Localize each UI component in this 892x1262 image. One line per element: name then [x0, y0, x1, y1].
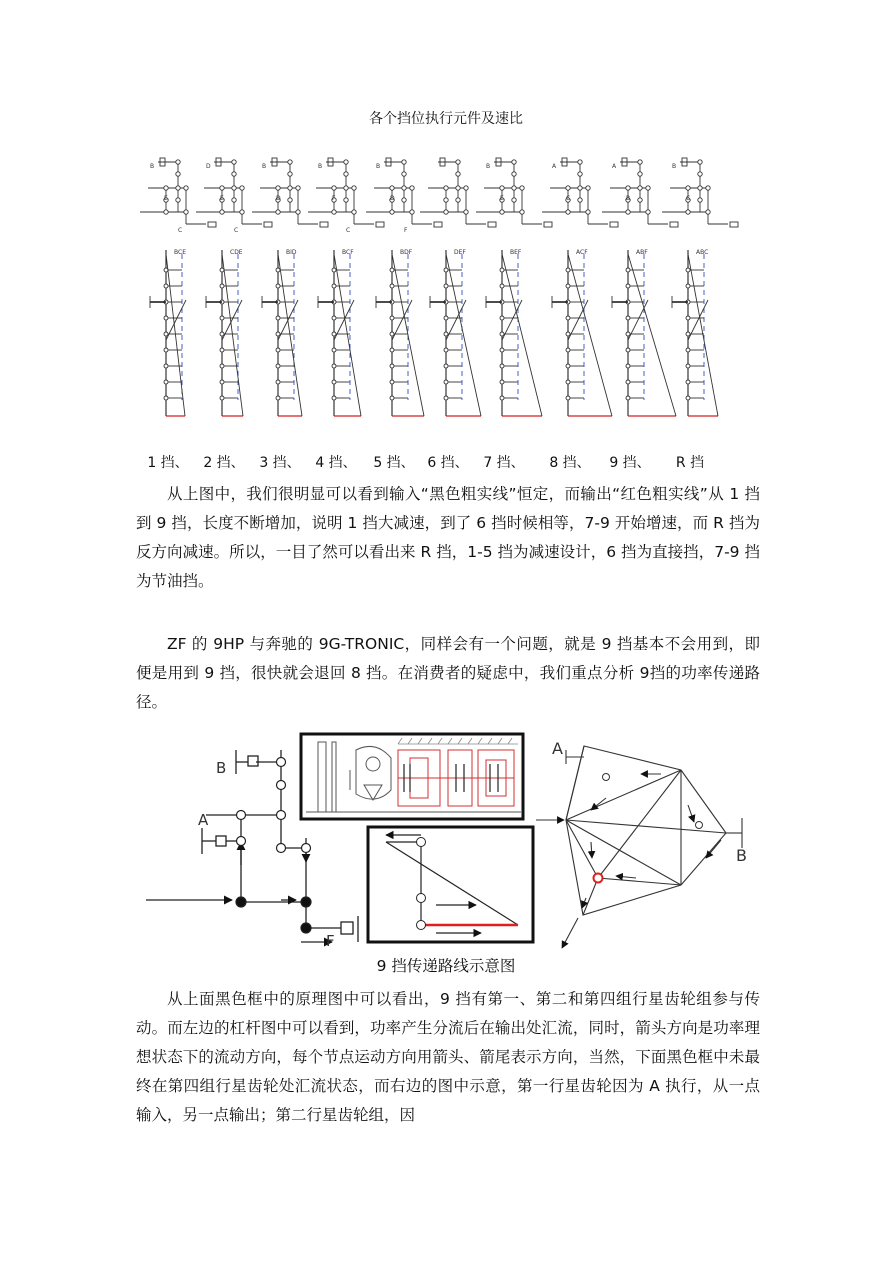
lock-label: C [234, 227, 239, 234]
lock-label: E [164, 195, 168, 202]
figure-caption: 9 挡传递路线示意图 [376, 957, 516, 975]
label-b-right: B [736, 846, 747, 865]
combo-label: DEF [454, 249, 466, 256]
lock-label: D [390, 195, 395, 202]
gear-diagram-9 [602, 158, 678, 416]
lock-label: D [276, 195, 281, 202]
gear-labels-row [128, 452, 778, 474]
combo-label: CDE [230, 249, 243, 256]
combo-label: BEF [510, 249, 522, 256]
highlight-node [594, 874, 603, 883]
combo-label: BCF [342, 249, 354, 256]
lock-label: D [206, 163, 211, 170]
ratio-box [368, 827, 533, 942]
lock-label: C [566, 195, 571, 202]
lock-label: F [332, 195, 336, 202]
gear-label-7: 7 挡、 [483, 455, 525, 471]
lock-label: B [672, 163, 677, 170]
combo-label: BCE [174, 249, 186, 256]
figure-title: 各个挡位执行元件及速比 [369, 111, 523, 127]
gear-diagram-4 [308, 158, 384, 416]
lock-label: E [500, 195, 504, 202]
gear-label-2: 2 挡、 [203, 455, 245, 471]
label-f: F [326, 932, 335, 950]
lock-label: C [178, 227, 183, 234]
combo-label: BDF [400, 249, 413, 256]
lock-label: B [150, 163, 155, 170]
gear-label-6: 6 挡、 [427, 455, 469, 471]
gear-label-10: R 挡 [675, 455, 705, 471]
gear-diagram-6 [420, 158, 496, 416]
gear-diagram-10 [662, 158, 738, 416]
lock-label: B [486, 163, 491, 170]
label-a-left: A [198, 811, 209, 829]
lock-label: C [686, 195, 691, 202]
gear-ratio-figure [128, 150, 778, 450]
lock-label: B [318, 163, 323, 170]
lock-label: B [626, 195, 631, 202]
label-b-left: B [216, 759, 227, 777]
lock-label: B [262, 163, 267, 170]
lock-label: A [552, 163, 557, 170]
lock-label: F [404, 227, 408, 234]
gear-diagram-3 [252, 158, 328, 416]
gear-diagram-5 [366, 158, 442, 416]
combo-label: ABC [696, 249, 709, 256]
combo-label: BID [286, 249, 297, 256]
gear-label-5: 5 挡、 [373, 455, 415, 471]
gear-diagram-2 [196, 158, 272, 416]
lock-label: B [376, 163, 381, 170]
lock-label: E [220, 195, 224, 202]
gear-label-9: 9 挡、 [609, 455, 651, 471]
gear-label-3: 3 挡、 [259, 455, 301, 471]
lock-label: A [612, 163, 617, 170]
paragraph-3: 从上面黑色框中的原理图中可以看出，9 挡有第一、第二和第四组行星齿轮组参与传动。而左边的杠杆图中可以看到，功率产生分流后在输出处汇流，同时，箭头方向是功率理想状态下的流动方向，每个节点运动方向用箭头、箭尾表示方向，当然，下面黑色框中未最终在第四组行星齿轮处汇流状态，而右边的图中示意，第一行星齿轮因为 A 执行，从一点输入，另一点输出；第二行星齿轮组，因 [136, 990, 760, 1124]
combo-label: ABF [636, 249, 648, 256]
paragraph-2: ZF 的 9HP 与奔驰的 9G-TRONIC，同样会有一个问题，就是 9 挡基本不会用到，即便是用到 9 挡，很快就会退回 8 挡。在消费者的疑虑中，我们重点分析 9挡的功率传递路径。 [136, 635, 760, 711]
node-diagram [536, 746, 742, 948]
gear-label-8: 8 挡、 [549, 455, 591, 471]
paragraph-1: 从上图中，我们很明显可以看到输入“黑色粗实线”恒定，而输出“红色粗实线”从 1 挡到 9 挡，长度不断增加，说明 1 挡大减速，到了 6 挡时候相等，7-9 开始增速，而 R 挡为反方向减速。所以，一目了然可以看出来 R 挡，1-5 挡为减速设计，6 挡为直接挡，7-9 挡为节油挡。 [136, 485, 760, 590]
gear-label-4: 4 挡、 [315, 455, 357, 471]
gear-diagram-1 [140, 158, 216, 416]
power-path-figure [136, 730, 776, 955]
gear-diagram-8 [542, 158, 618, 416]
lock-label: C [346, 227, 351, 234]
label-a-right: A [552, 739, 563, 758]
gear-diagram-7 [476, 158, 552, 416]
combo-label: ACF [576, 249, 588, 256]
schematic-box [301, 734, 523, 819]
gear-label-1: 1 挡、 [147, 455, 189, 471]
